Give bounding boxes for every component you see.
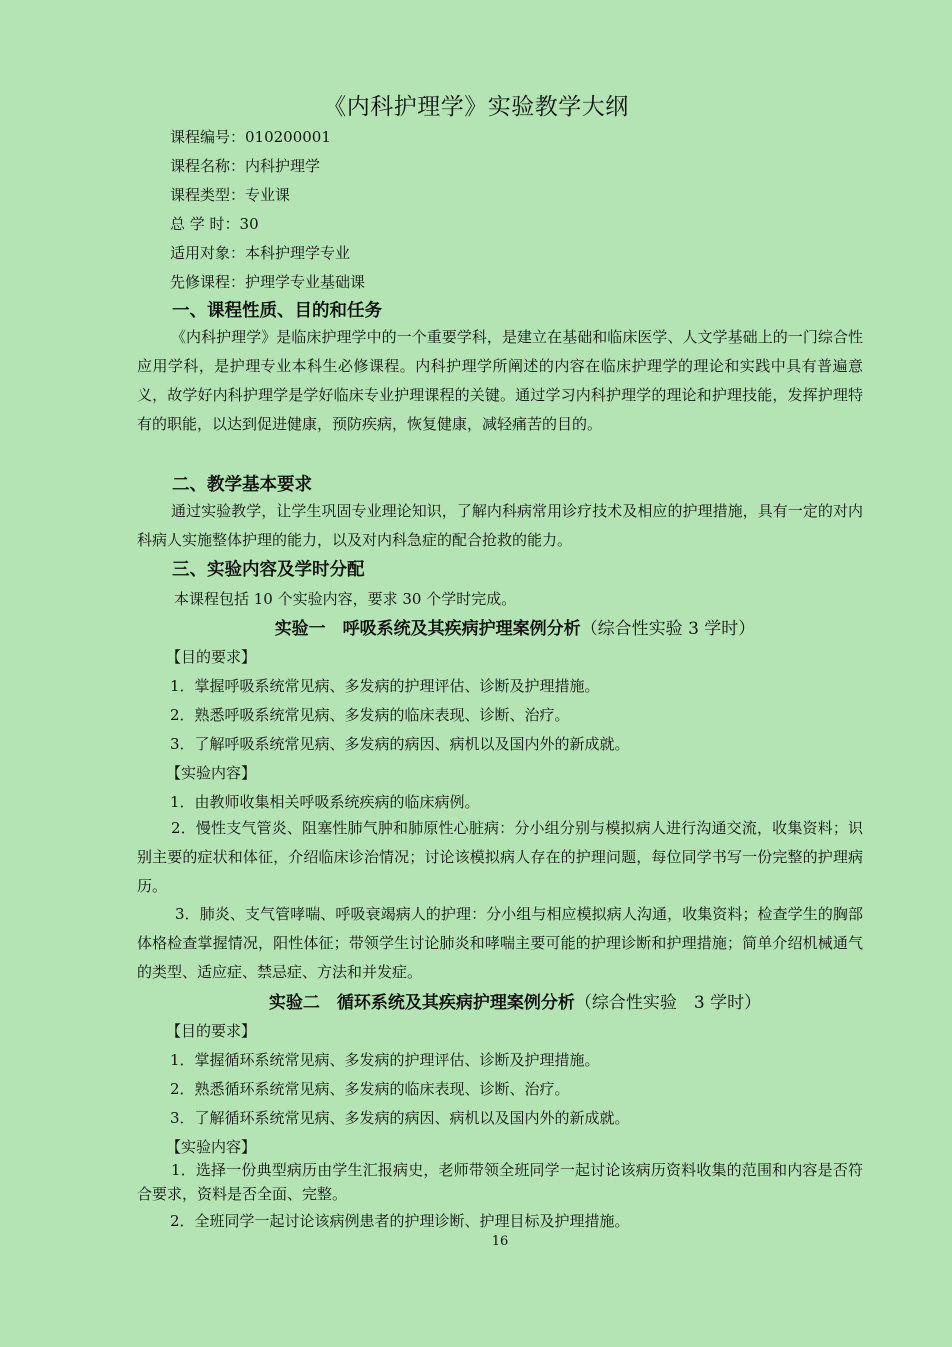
prerequisites: 先修课程：护理学专业基础课 bbox=[170, 273, 366, 291]
experiment-1-req-2: 2．熟悉呼吸系统常见病、多发病的临床表现、诊断、治疗。 bbox=[170, 706, 570, 724]
experiment-2-req-3: 3．了解循环系统常见病、多发病的病因、病机以及国内外的新成就。 bbox=[170, 1109, 630, 1127]
section-1-heading: 一、课程性质、目的和任务 bbox=[172, 301, 382, 321]
section-2-heading: 二、教学基本要求 bbox=[172, 475, 312, 495]
page-number: 16 bbox=[491, 1234, 509, 1249]
course-name: 课程名称：内科护理学 bbox=[170, 157, 321, 175]
experiment-2-title bbox=[0, 988, 952, 1013]
experiment-1-req-1: 1．掌握呼吸系统常见病、多发病的护理评估、诊断及护理措施。 bbox=[170, 677, 600, 695]
experiment-1-title-hours: （综合性实验 3 学时） bbox=[580, 619, 756, 639]
course-type: 课程类型：专业课 bbox=[170, 186, 291, 204]
section-3-intro: 本课程包括 10 个实验内容，要求 30 个学时完成。 bbox=[174, 590, 517, 608]
experiment-2-req-2: 2．熟悉循环系统常见病、多发病的临床表现、诊断、治疗。 bbox=[170, 1080, 570, 1098]
course-code: 课程编号：010200001 bbox=[170, 128, 331, 146]
section-3-heading: 三、实验内容及学时分配 bbox=[172, 560, 365, 580]
experiment-2-content-2: 2．全班同学一起讨论该病例患者的护理诊断、护理目标及护理措施。 bbox=[170, 1212, 630, 1230]
experiment-1-content-label: 【实验内容】 bbox=[166, 764, 257, 782]
experiment-2-req-label: 【目的要求】 bbox=[166, 1022, 257, 1040]
experiment-2-content-label: 【实验内容】 bbox=[166, 1138, 257, 1156]
section-1-body: 《内科护理学》是临床护理学中的一个重要学科，是建立在基础和临床医学、人文学基础上的一门综合性应用学科，是护理专业本科生必修课程。内科护理学所阐述的内容在临床护理学的理论和实践中具有普遍意义，故学好内科护理学是学好临床专业护理课程的关键。通过学习内科护理学的理论和护理技能，发挥护理特有的职能，以达到促进健康，预防疾病，恢复健康，减轻痛苦的目的。 bbox=[137, 328, 863, 433]
experiment-1-req-label: 【目的要求】 bbox=[166, 648, 257, 666]
experiment-2-content-1: 1．选择一份典型病历由学生汇报病史，老师带领全班同学一起讨论该病历资料收集的范围和内容是否符合要求，资料是否全面、完整。 bbox=[137, 1161, 863, 1203]
experiment-1-content-3: 3．肺炎、支气管哮喘、呼吸衰竭病人的护理：分小组与相应模拟病人沟通，收集资料；检查学生的胸部体格检查掌握情况，阳性体征；带领学生讨论肺炎和哮喘主要可能的护理诊断和护理措施；简单介绍机械通气的类型、适应症、禁忌症、方法和并发症。 bbox=[137, 905, 863, 981]
experiment-2-title-hours: （综合性实验 3 学时） bbox=[574, 993, 762, 1013]
experiment-1-title-main: 实验一 呼吸系统及其疾病护理案例分析 bbox=[274, 619, 581, 639]
total-hours: 总 学 时：30 bbox=[170, 215, 259, 233]
experiment-1-content-2: 2．慢性支气管炎、阻塞性肺气肿和肺原性心脏病：分小组分别与模拟病人进行沟通交流，收集资料；识别主要的症状和体征，介绍临床诊治情况；讨论该模拟病人存在的护理问题，每位同学书写一份完整的护理病历。 bbox=[137, 819, 863, 895]
experiment-1-content-1: 1．由教师收集相关呼吸系统疾病的临床病例。 bbox=[170, 793, 480, 811]
section-2-body: 通过实验教学，让学生巩固专业理论知识，了解内科病常用诊疗技术及相应的护理措施，具有一定的对内科病人实施整体护理的能力，以及对内科急症的配合抢救的能力。 bbox=[137, 502, 863, 549]
experiment-1-title bbox=[0, 614, 952, 639]
experiment-2-req-1: 1．掌握循环系统常见病、多发病的护理评估、诊断及护理措施。 bbox=[170, 1051, 600, 1069]
page-title: 《内科护理学》实验教学大纲 bbox=[323, 94, 629, 120]
experiment-2-title-main: 实验二 循环系统及其疾病护理案例分析 bbox=[268, 993, 575, 1013]
experiment-1-req-3: 3．了解呼吸系统常见病、多发病的病因、病机以及国内外的新成就。 bbox=[170, 735, 630, 753]
target-audience: 适用对象：本科护理学专业 bbox=[170, 244, 351, 262]
